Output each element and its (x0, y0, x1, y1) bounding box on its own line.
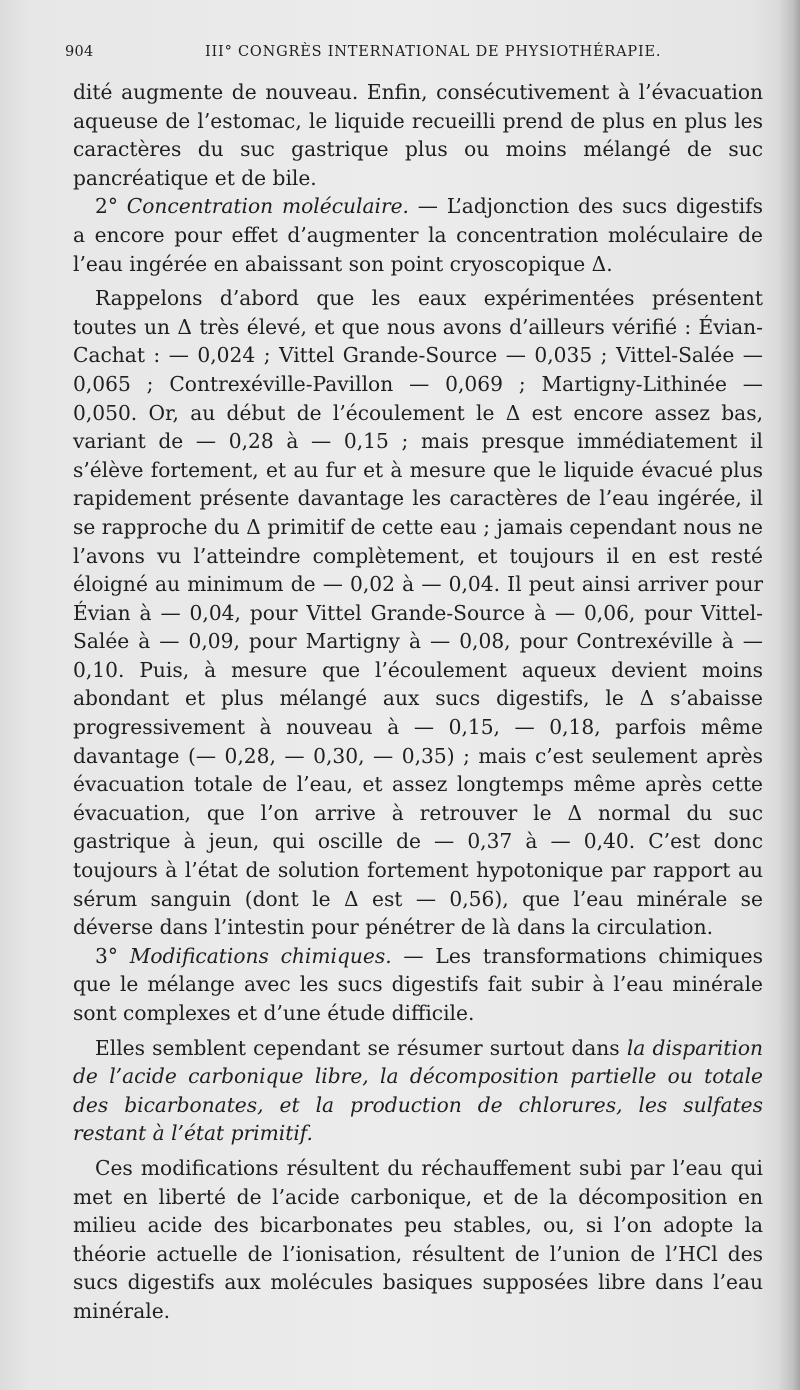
section-text: — Les transformations chimiques que le mélange avec les sucs digestifs fait subir à l’eau minérale sont complexes et d’une étude difficile. (73, 943, 763, 1025)
page-number: 904 (65, 44, 94, 60)
section-number: 3° (95, 943, 130, 968)
paragraph-explanation: Ces modifications résultent du réchauffement subi par l’eau qui met en liberté de l’acide carbonique, et de la décomposition en milieu acide des bicarbonates peu stables, ou, si l’on adopte la théorie actuelle de l’ionisation, résultent de l’union de l’HCl des sucs digestifs aux molécules basiques supposées libre dans l’eau minérale. (73, 1155, 763, 1323)
paragraph-chemical-modifications (73, 942, 763, 1028)
paragraph-molecular-concentration (73, 192, 763, 278)
section-number: 2° (95, 194, 127, 219)
section-text: — L’adjonction des sucs digestifs a encore pour effet d’augmenter la concentration moléculaire de l’eau ingérée en abaissant son point cryoscopique Δ. (73, 194, 763, 276)
summary-text: Elles semblent cependant se résumer surtout dans (95, 1035, 627, 1060)
section-title: Modifications chimiques. (129, 943, 392, 968)
summary-italic: la disparition de l’acide carbonique libre, la décomposition partielle ou totale des bicarbonates, et la production de chlorures, les sulfates restant à l’état primitif. (73, 1035, 763, 1146)
section-title: Concentration moléculaire. (126, 194, 409, 219)
paragraph-continuation: dité augmente de nouveau. Enfin, consécutivement à l’évacuation aqueuse de l’estomac, le liquide recueilli prend de plus en plus les caractères du suc gastrique plus ou moins mélangé de suc pancréatique et de bile. (73, 80, 763, 190)
page-header (65, 44, 745, 68)
paragraph-cryoscopy-results: Rappelons d’abord que les eaux expérimentées présentent toutes un Δ très élevé, et que nous avons d’ailleurs vérifié : Évian-Cachat : — 0,024 ; Vittel Grande-Source — 0,035 ; Vittel-Salée — 0,065 ; Contrexéville-Pavillon — 0,069 ; Martigny-Lithinée — 0,050. Or, au début de l’écoulement le Δ est encore assez bas, variant de — 0,28 à — 0,15 ; mais presque immédiatement il s’élève fortement, et au fur et à mesure que le liquide évacué plus rapidement présente davantage les caractères de l’eau ingérée, il se rapproche du Δ primitif de cette eau ; jamais cependant nous ne l’avons vu l’atteindre complètement, et toujours il en est resté éloigné au minimum de — 0,02 à — 0,04. Il peut ainsi arriver pour Évian à — 0,04, pour Vittel Grande-Source à — 0,06, pour Vittel-Salée à — 0,09, pour Martigny à — 0,08, pour Contrexéville à — 0,10. Puis, à mesure que l’écoulement aqueux devient moins abondant et plus mélangé aux sucs digestifs, le Δ s’abaisse progressivement à nouveau à — 0,15, — 0,18, parfois même davantage (— 0,28, — 0,30, — 0,35) ; mais c’est seulement après évacuation totale de l’eau, et assez longtemps même après cette évacuation, que l’on arrive à retrouver le Δ normal du suc gastrique à jeun, qui oscille de — 0,37 à — 0,40. C’est donc toujours à l’état de solution fortement hypotonique par rapport au sérum sanguin (dont le Δ est — 0,56), que l’eau minérale se déverse dans l’intestin pour pénétrer de là dans la circulation. (73, 286, 763, 940)
running-head: III° CONGRÈS INTERNATIONAL DE PHYSIOTHÉRAPIE. (205, 44, 662, 60)
page-edge-shadow (778, 0, 800, 1390)
paragraph-summary (73, 1034, 763, 1148)
body-text (73, 78, 763, 1326)
